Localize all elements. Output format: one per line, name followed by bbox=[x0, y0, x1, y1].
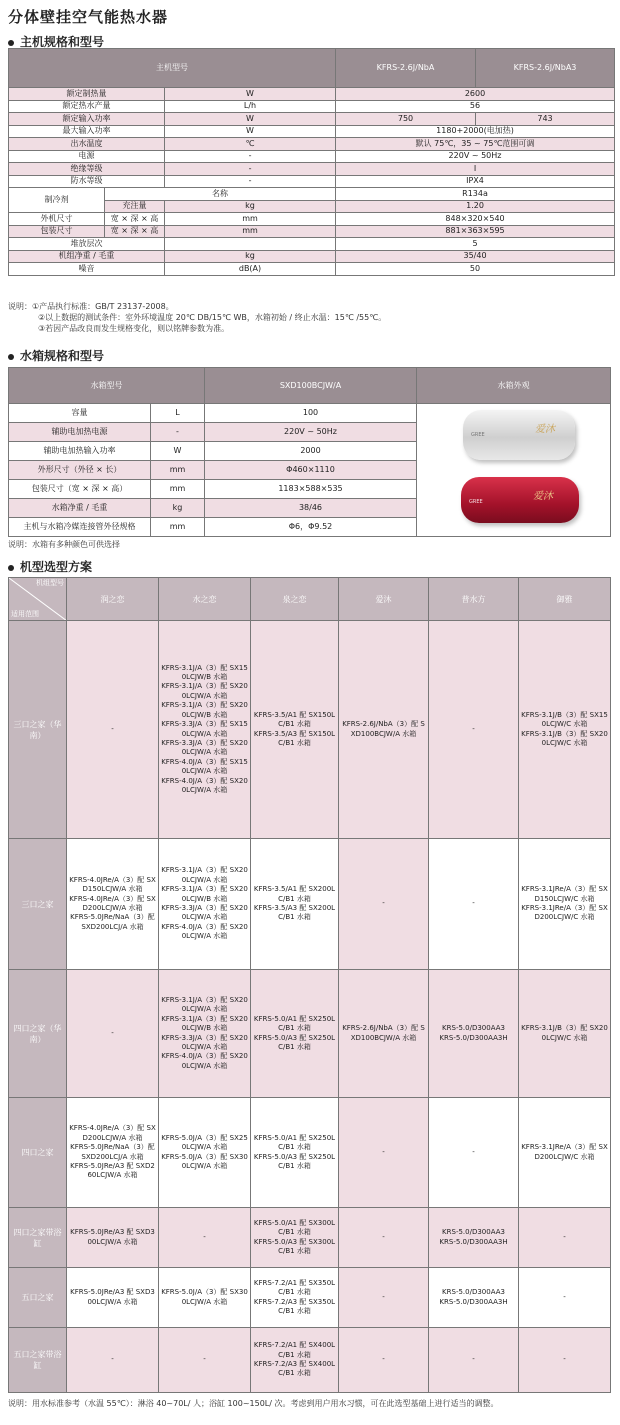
heater-silver-brand: GREE bbox=[471, 432, 485, 438]
tank-row-unit: kg bbox=[151, 499, 205, 518]
plan-cell: KFRS-4.0JRe/A（3）配 SXD200LCJW/A 水箱 KFRS-5.0JRe/NaA（3）配 SXD200LCJ/A 水箱 KFRS-5.0JRe/A3 配 SXD260LCJW/A 水箱 bbox=[67, 1098, 159, 1208]
main-header-col1: KFRS-2.6J/NbA bbox=[336, 49, 476, 88]
plan-table-row bbox=[9, 1328, 611, 1393]
plan-cell: KFRS-5.0/A1 配 SX250LC/B1 水箱 KFRS-5.0/A3 配 SX250LC/B1 水箱 bbox=[251, 1098, 339, 1208]
main-notes bbox=[8, 301, 386, 334]
main-row-dims: 宽 × 深 × 高 bbox=[105, 213, 165, 226]
tank-row-label: 水箱净重 / 毛重 bbox=[9, 499, 151, 518]
main-row-label: 电源 bbox=[9, 150, 165, 163]
plan-cell: KRS-5.0/D300AA3 KRS-5.0/D300AA3H bbox=[429, 1208, 519, 1268]
plan-table-row bbox=[9, 621, 611, 839]
tank-row-value: 38/46 bbox=[205, 499, 417, 518]
plan-row-label: 四口之家（华南） bbox=[9, 970, 67, 1098]
main-table-row bbox=[9, 263, 615, 276]
tank-row-unit: - bbox=[151, 423, 205, 442]
tank-row-label: 辅助电加热电源 bbox=[9, 423, 151, 442]
main-row-label: 外机尺寸 bbox=[9, 213, 105, 226]
main-row-unit: W bbox=[165, 125, 336, 138]
tank-row-value: 220V ~ 50Hz bbox=[205, 423, 417, 442]
main-table-row bbox=[9, 250, 615, 263]
main-row-label: 防水等级 bbox=[9, 175, 165, 188]
main-row-unit: W bbox=[165, 113, 336, 126]
main-row-dims: 宽 × 深 × 高 bbox=[105, 225, 165, 238]
tank-row-unit: mm bbox=[151, 518, 205, 537]
plan-cell: KFRS-3.5/A1 配 SX150LC/B1 水箱 KFRS-3.5/A3 配 SX150LC/B1 水箱 bbox=[251, 621, 339, 839]
main-row-value: 35/40 bbox=[336, 250, 615, 263]
plan-cell: - bbox=[339, 839, 429, 970]
main-row-unit: kg bbox=[165, 250, 336, 263]
main-row-unit: L/h bbox=[165, 100, 336, 113]
plan-cell: KRS-5.0/D300AA3 KRS-5.0/D300AA3H bbox=[429, 1268, 519, 1328]
bullet-icon bbox=[8, 354, 14, 360]
plan-cell: KFRS-3.1J/A（3）配 SX200LCJW/A 水箱 KFRS-3.1J/A（3）配 SX200LCJW/B 水箱 KFRS-3.3J/A（3）配 SX200LCJW/A 水箱 KFRS-4.0J/A（3）配 SX200LCJW/A 水箱 bbox=[159, 970, 251, 1098]
refrigerant-name-value: R134a bbox=[336, 188, 615, 201]
plan-cell: - bbox=[519, 1208, 611, 1268]
page-title: 分体壁挂空气能热水器 bbox=[8, 8, 169, 26]
tank-row-label: 包装尺寸（宽 × 深 × 高） bbox=[9, 480, 151, 499]
tank-row-value: 1183×588×535 bbox=[205, 480, 417, 499]
plan-cell: - bbox=[519, 1268, 611, 1328]
main-row-value: 881×363×595 bbox=[336, 225, 615, 238]
plan-row-label: 三口之家 bbox=[9, 839, 67, 970]
tank-row-value: Φ460×1110 bbox=[205, 461, 417, 480]
main-table-row bbox=[9, 113, 615, 126]
plan-cell: - bbox=[339, 1208, 429, 1268]
main-row-label: 额定热水产量 bbox=[9, 100, 165, 113]
plan-cell: KFRS-3.1J/B（3）配 SX200LCJW/C 水箱 bbox=[519, 970, 611, 1098]
main-header-model: 主机型号 bbox=[9, 49, 336, 88]
plan-corner-bottom: 适用范围 bbox=[11, 610, 39, 618]
main-row-value-2: 743 bbox=[476, 113, 615, 126]
refrigerant-name-label: 名称 bbox=[105, 188, 336, 201]
main-row-label: 出水温度 bbox=[9, 138, 165, 151]
main-row-value: 2600 bbox=[336, 88, 615, 101]
main-table-row bbox=[9, 175, 615, 188]
tank-row-unit: mm bbox=[151, 480, 205, 499]
main-row-unit: W bbox=[165, 88, 336, 101]
plan-cell: KRS-5.0/D300AA3 KRS-5.0/D300AA3H bbox=[429, 970, 519, 1098]
plan-cell: - bbox=[339, 1268, 429, 1328]
plan-table-row bbox=[9, 1208, 611, 1268]
main-row-value: 50 bbox=[336, 263, 615, 276]
plan-table-row bbox=[9, 839, 611, 970]
plan-column-header: 御雅 bbox=[519, 578, 611, 621]
main-table-row bbox=[9, 125, 615, 138]
main-row-value: 220V ~ 50Hz bbox=[336, 150, 615, 163]
main-row-value: IPX4 bbox=[336, 175, 615, 188]
main-note-2: ②以上数据的测试条件：室外环境温度 20℃ DB/15℃ WB，水箱初始 / 终止水温：15℃ /55℃。 bbox=[38, 313, 387, 322]
plan-column-header: 润之恋 bbox=[67, 578, 159, 621]
main-table-row bbox=[9, 138, 615, 151]
main-note-1: 说明：①产品执行标准：GB/T 23137-2008。 bbox=[8, 302, 174, 311]
plan-table-row bbox=[9, 970, 611, 1098]
plan-cell: KFRS-3.1J/A（3）配 SX150LCJW/B 水箱 KFRS-3.1J/A（3）配 SX200LCJW/A 水箱 KFRS-3.1J/A（3）配 SX200LCJW/B 水箱 KFRS-3.3J/A（3）配 SX150LCJW/A 水箱 KFRS-3.3J/A（3）配 SX200LCJW/A 水箱 KFRS-4.0J/A（3）配 SX150LCJW/A 水箱 KFRS-4.0J/A（3）配 SX200LCJW/A 水箱 bbox=[159, 621, 251, 839]
section-plan-title bbox=[8, 558, 92, 575]
main-row-unit bbox=[165, 238, 336, 251]
plan-cell: KFRS-2.6J/NbA（3）配 SXD100BCJW/A 水箱 bbox=[339, 621, 429, 839]
main-row-label: 额定输入功率 bbox=[9, 113, 165, 126]
tank-row-value: 100 bbox=[205, 404, 417, 423]
plan-cell: - bbox=[519, 1328, 611, 1393]
main-row-value: 56 bbox=[336, 100, 615, 113]
main-table-row bbox=[9, 213, 615, 226]
bullet-icon bbox=[8, 565, 14, 571]
plan-cell: - bbox=[67, 1328, 159, 1393]
main-table-row bbox=[9, 225, 615, 238]
plan-cell: KFRS-5.0J/A（3）配 SX300LCJW/A 水箱 bbox=[159, 1268, 251, 1328]
main-table-row bbox=[9, 163, 615, 176]
plan-column-header: 普水方 bbox=[429, 578, 519, 621]
main-table-row bbox=[9, 188, 615, 201]
refrigerant-charge-label: 充注量 bbox=[105, 200, 165, 213]
tank-header-value: SXD100BCJW/A bbox=[205, 368, 417, 404]
plan-cell: - bbox=[429, 621, 519, 839]
plan-table-box bbox=[8, 577, 611, 1393]
plan-corner-cell bbox=[9, 578, 67, 621]
plan-cell: KFRS-5.0J/A（3）配 SX250LCJW/A 水箱 KFRS-5.0J/A（3）配 SX300LCJW/A 水箱 bbox=[159, 1098, 251, 1208]
plan-cell: - bbox=[339, 1098, 429, 1208]
main-row-unit: - bbox=[165, 175, 336, 188]
refrigerant-label: 制冷剂 bbox=[9, 188, 105, 213]
plan-cell: - bbox=[67, 621, 159, 839]
plan-cell: - bbox=[339, 1328, 429, 1393]
section-main-label: 主机规格和型号 bbox=[20, 35, 105, 49]
tank-header-appearance: 水箱外观 bbox=[417, 368, 611, 404]
main-row-label: 包装尺寸 bbox=[9, 225, 105, 238]
plan-row-label: 四口之家带浴缸 bbox=[9, 1208, 67, 1268]
main-row-label: 最大输入功率 bbox=[9, 125, 165, 138]
main-row-label: 额定制热量 bbox=[9, 88, 165, 101]
tank-note: 说明：水箱有多种颜色可供选择 bbox=[8, 540, 120, 549]
tank-row-unit: L bbox=[151, 404, 205, 423]
plan-corner-top: 机组型号 bbox=[36, 579, 64, 587]
plan-cell: - bbox=[429, 1328, 519, 1393]
main-row-label: 噪音 bbox=[9, 263, 165, 276]
main-row-unit: mm bbox=[165, 225, 336, 238]
main-row-unit: - bbox=[165, 150, 336, 163]
tank-row-label: 外形尺寸（外径 × 长） bbox=[9, 461, 151, 480]
plan-cell: KFRS-7.2/A1 配 SX350LC/B1 水箱 KFRS-7.2/A3 配 SX350LC/B1 水箱 bbox=[251, 1268, 339, 1328]
main-spec-table bbox=[8, 48, 615, 276]
plan-note: 说明：用水标准参考（水温 55℃）：淋浴 40~70L/ 人；浴缸 100~150L/ 次。考虑到用户用水习惯，可在此选型基础上进行适当的调整。 bbox=[8, 1399, 499, 1408]
section-tank-label: 水箱规格和型号 bbox=[20, 349, 105, 363]
plan-cell: KFRS-3.5/A1 配 SX200LC/B1 水箱 KFRS-3.5/A3 配 SX200LC/B1 水箱 bbox=[251, 839, 339, 970]
plan-cell: KFRS-5.0JRe/A3 配 SXD300LCJW/A 水箱 bbox=[67, 1208, 159, 1268]
tank-row-unit: mm bbox=[151, 461, 205, 480]
plan-cell: KFRS-3.1JRe/A（3）配 SXD150LCJW/C 水箱 KFRS-3.1JRe/A（3）配 SXD200LCJW/C 水箱 bbox=[519, 839, 611, 970]
plan-cell: KFRS-5.0/A1 配 SX250LC/B1 水箱 KFRS-5.0/A3 配 SX250LC/B1 水箱 bbox=[251, 970, 339, 1098]
plan-cell: KFRS-5.0/A1 配 SX300LC/B1 水箱 KFRS-5.0/A3 配 SX300LC/B1 水箱 bbox=[251, 1208, 339, 1268]
plan-column-header: 爱沐 bbox=[339, 578, 429, 621]
main-row-unit: ℃ bbox=[165, 138, 336, 151]
plan-table-row bbox=[9, 1268, 611, 1328]
main-row-value: 1180+2000(电加热) bbox=[336, 125, 615, 138]
section-tank-title bbox=[8, 347, 104, 364]
main-row-label: 机组净重 / 毛重 bbox=[9, 250, 165, 263]
plan-table bbox=[8, 577, 611, 1393]
plan-cell: - bbox=[67, 970, 159, 1098]
plan-row-label: 三口之家（华南） bbox=[9, 621, 67, 839]
tank-header-model: 水箱型号 bbox=[9, 368, 205, 404]
main-row-label: 绝缘等级 bbox=[9, 163, 165, 176]
plan-column-header: 泉之恋 bbox=[251, 578, 339, 621]
main-row-unit: - bbox=[165, 163, 336, 176]
refrigerant-charge-unit: kg bbox=[165, 200, 336, 213]
plan-cell: KFRS-3.1JRe/A（3）配 SXD200LCJW/C 水箱 bbox=[519, 1098, 611, 1208]
plan-cell: - bbox=[429, 1098, 519, 1208]
plan-row-label: 五口之家带浴缸 bbox=[9, 1328, 67, 1393]
plan-row-label: 四口之家 bbox=[9, 1098, 67, 1208]
main-table-row bbox=[9, 100, 615, 113]
plan-table-row bbox=[9, 1098, 611, 1208]
main-row-value: I bbox=[336, 163, 615, 176]
bullet-icon bbox=[8, 40, 14, 46]
main-row-value: 848×320×540 bbox=[336, 213, 615, 226]
tank-row-label: 容量 bbox=[9, 404, 151, 423]
tank-row-label: 主机与水箱冷媒连接管外径规格 bbox=[9, 518, 151, 537]
section-plan-label: 机型选型方案 bbox=[20, 560, 93, 574]
main-row-value-1: 750 bbox=[336, 113, 476, 126]
main-row-label: 堆放层次 bbox=[9, 238, 165, 251]
plan-cell: - bbox=[429, 839, 519, 970]
main-table-row bbox=[9, 88, 615, 101]
main-row-value: 5 bbox=[336, 238, 615, 251]
plan-cell: KFRS-5.0JRe/A3 配 SXD300LCJW/A 水箱 bbox=[67, 1268, 159, 1328]
plan-cell: KFRS-4.0JRe/A（3）配 SXD150LCJW/A 水箱 KFRS-4.0JRe/A（3）配 SXD200LCJW/A 水箱 KFRS-5.0JRe/NaA（3）配 SXD200LCJ/A 水箱 bbox=[67, 839, 159, 970]
main-row-value: 默认 75℃，35 ~ 75℃范围可调 bbox=[336, 138, 615, 151]
tank-row-unit: W bbox=[151, 442, 205, 461]
heater-image-silver bbox=[463, 410, 575, 460]
heater-silver-label: 爱沐 bbox=[535, 424, 555, 435]
heater-red-brand: GREE bbox=[469, 499, 483, 505]
heater-red-label: 爱沐 bbox=[533, 491, 553, 502]
heater-image-red bbox=[461, 477, 579, 523]
main-table-row bbox=[9, 238, 615, 251]
main-row-unit: mm bbox=[165, 213, 336, 226]
main-spec-table-box bbox=[8, 48, 615, 276]
plan-cell: KFRS-7.2/A1 配 SX400LC/B1 水箱 KFRS-7.2/A3 配 SX400LC/B1 水箱 bbox=[251, 1328, 339, 1393]
refrigerant-charge-value: 1.20 bbox=[336, 200, 615, 213]
tank-row-value: Φ6，Φ9.52 bbox=[205, 518, 417, 537]
plan-column-header: 水之恋 bbox=[159, 578, 251, 621]
plan-cell: KFRS-3.1J/A（3）配 SX200LCJW/A 水箱 KFRS-3.1J/A（3）配 SX200LCJW/B 水箱 KFRS-3.3J/A（3）配 SX200LCJW/A 水箱 KFRS-4.0J/A（3）配 SX200LCJW/A 水箱 bbox=[159, 839, 251, 970]
tank-row-value: 2000 bbox=[205, 442, 417, 461]
plan-cell: KFRS-3.1J/B（3）配 SX150LCJW/C 水箱 KFRS-3.1J/B（3）配 SX200LCJW/C 水箱 bbox=[519, 621, 611, 839]
plan-cell: KFRS-2.6J/NbA（3）配 SXD100BCJW/A 水箱 bbox=[339, 970, 429, 1098]
tank-row-label: 辅助电加热输入功率 bbox=[9, 442, 151, 461]
main-header-col2: KFRS-2.6J/NbA3 bbox=[476, 49, 615, 88]
main-note-3: ③若因产品改良而发生规格变化，则以铭牌参数为准。 bbox=[38, 324, 230, 333]
plan-cell: - bbox=[159, 1328, 251, 1393]
plan-cell: - bbox=[159, 1208, 251, 1268]
main-table-row bbox=[9, 150, 615, 163]
plan-row-label: 五口之家 bbox=[9, 1268, 67, 1328]
main-row-unit: dB(A) bbox=[165, 263, 336, 276]
